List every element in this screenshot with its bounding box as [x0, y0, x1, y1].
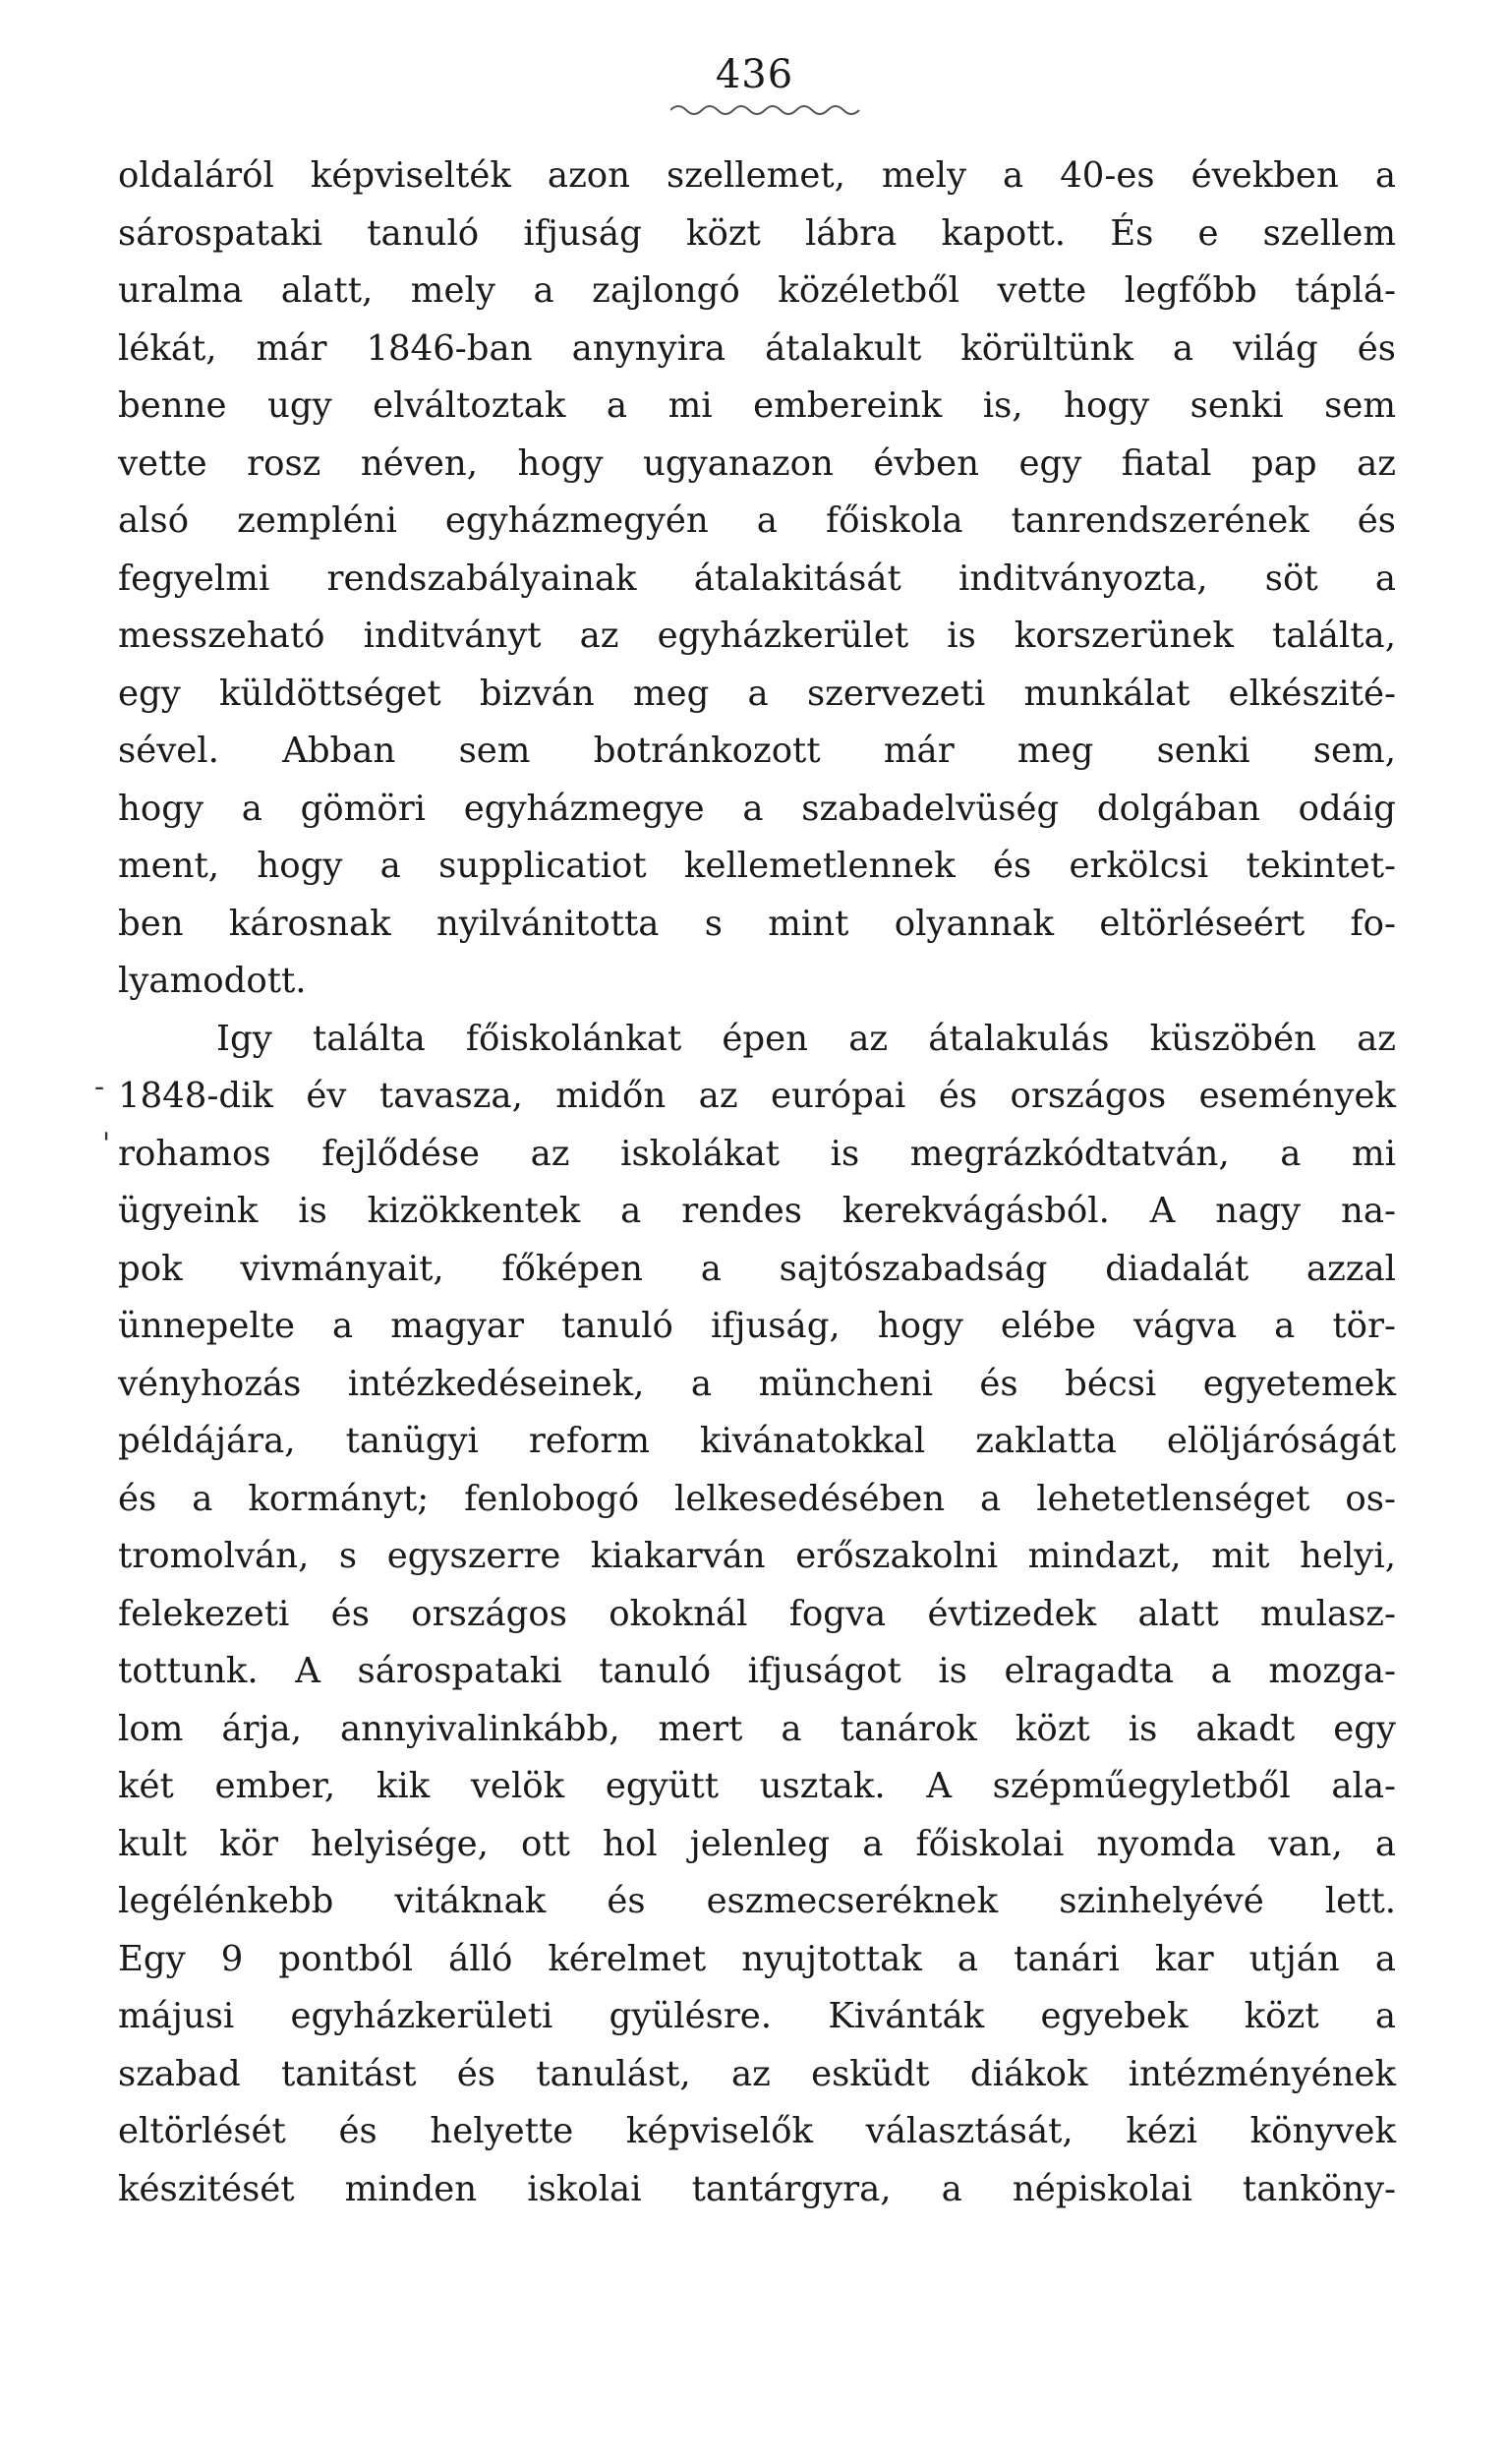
margin-tick: ' — [102, 1127, 111, 1161]
text-line: szabad tanitást és tanulást, az esküdt diákok intézményének — [118, 2053, 1396, 2094]
margin-dash: - — [94, 1070, 105, 1104]
paragraph-end-line: lyamodott. — [118, 961, 307, 1001]
text-line: kult kör helyisége, ott hol jelenleg a főiskolai nyomda van, a — [118, 1823, 1396, 1864]
text-line: vette rosz néven, hogy ugyanazon évben egy fiatal pap az — [118, 442, 1396, 484]
text-line: és a kormányt; fenlobogó lelkesedésében a lehetetlenséget os- — [118, 1478, 1396, 1519]
text-line: fegyelmi rendszabályainak átalakitását inditványozta, söt a — [118, 557, 1396, 599]
text-line: benne ugy elváltoztak a mi embereink is, hogy senki sem — [118, 385, 1396, 426]
text-line: sével. Abban sem botránkozott már meg senki sem, — [118, 731, 1396, 771]
header-ornament — [670, 100, 867, 120]
text-line: lom árja, annyivalinkább, mert a tanárok közt is akadt egy — [118, 1708, 1396, 1749]
text-line: lékát, már 1846-ban anynyira átalakult körültünk a világ és — [118, 327, 1396, 369]
text-line: tromolván, s egyszerre kiakarván erőszakolni mindazt, mit helyi, — [118, 1536, 1396, 1576]
text-line: májusi egyházkerületi gyülésre. Kivánták egyebek közt a — [118, 1996, 1396, 2036]
text-line: Egy 9 pontból álló kérelmet nyujtottak a tanári kar utján a — [118, 1938, 1396, 1979]
body-text — [118, 147, 1396, 2218]
text-line: ünnepelte a magyar tanuló ifjuság, hogy elébe vágva a tör- — [118, 1306, 1396, 1346]
paragraph-start-line: Igy találta főiskolánkat épen az átalakulás küszöbén az — [216, 1018, 1396, 1059]
text-line: vényhozás intézkedéseinek, a müncheni és bécsi egyetemek — [118, 1363, 1396, 1404]
text-line: 1848-dik év tavasza, midőn az európai és országos események — [118, 1076, 1396, 1116]
text-line: tottunk. A sárospataki tanuló ifjuságot is elragadta a mozga- — [118, 1651, 1396, 1691]
text-line: ügyeink is kizökkentek a rendes kerekvágásból. A nagy na- — [118, 1191, 1396, 1231]
text-line: ment, hogy a supplicatiot kellemetlennek és erkölcsi tekintet- — [118, 846, 1396, 886]
text-line: eltörlését és helyette képviselők választását, kézi könyvek — [118, 2111, 1396, 2151]
text-line: példájára, tanügyi reform kivánatokkal zaklatta elöljáróságát — [118, 1421, 1396, 1461]
text-line: pok vivmányait, főképen a sajtószabadság diadalát azzal — [118, 1248, 1396, 1289]
text-line: ben károsnak nyilvánitotta s mint olyannak eltörléseért fo- — [118, 903, 1396, 944]
text-line: messzeható inditványt az egyházkerület is korszerünek találta, — [118, 616, 1396, 656]
text-line: sárospataki tanuló ifjuság közt lábra kapott. És e szellem — [118, 212, 1396, 254]
text-line: legélénkebb vitáknak és eszmecseréknek szinhelyévé lett. — [118, 1881, 1396, 1921]
text-line: felekezeti és országos okoknál fogva évtizedek alatt mulasz- — [118, 1593, 1396, 1634]
text-line: két ember, kik velök együtt usztak. A szépműegyletből ala- — [118, 1766, 1396, 1806]
text-line: alsó zempléni egyházmegyén a főiskola tanrendszerének és — [118, 500, 1396, 541]
text-line: oldaláról képviselték azon szellemet, mely a 40-es években a — [118, 155, 1396, 196]
text-line: uralma alatt, mely a zajlongó közéletből vette legfőbb táplá- — [118, 270, 1396, 311]
text-line: egy küldöttséget bizván meg a szervezeti munkálat elkészité- — [118, 673, 1396, 714]
text-line: készitését minden iskolai tantárgyra, a népiskolai tanköny- — [118, 2168, 1396, 2209]
text-line: hogy a gömöri egyházmegye a szabadelvüség dolgában odáig — [118, 788, 1396, 829]
page-number: 436 — [715, 52, 794, 97]
text-line: rohamos fejlődése az iskolákat is megrázkódtatván, a mi — [118, 1133, 1396, 1174]
